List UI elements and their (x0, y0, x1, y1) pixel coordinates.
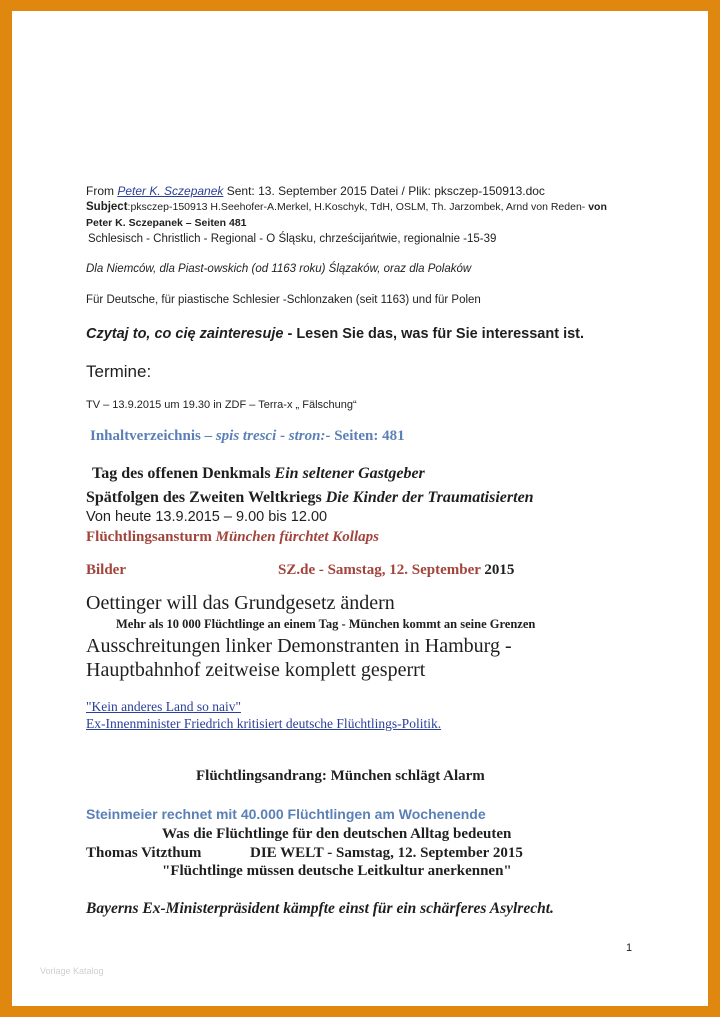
alltag-line: Was die Flüchtlinge für den deutschen Alltag bedeuten (162, 826, 512, 842)
naiv-link[interactable]: "Kein anderes Land so naiv" (86, 699, 241, 714)
article-denkmal: Tag des offenen Denkmals Ein seltener Gastgeber (92, 465, 425, 482)
article-spaetfolgen: Spätfolgen des Zweiten Weltkriegs Die Kinder der Traumatisierten (86, 489, 534, 506)
welt-source: DIE WELT - Samstag, 12. September 2015 (250, 845, 523, 861)
german-intro: Für Deutsche, für piastische Schlesier -Schlonzaken (seit 1163) und für Polen (86, 294, 481, 306)
polish-intro: Dla Niemców, dla Piast-owskich (od 1163 roku) Ślązaków, oraz dla Polaków (86, 263, 472, 275)
tv-line: TV – 13.9.2015 um 19.30 in ZDF – Terra-x „ Fälschung“ (86, 399, 357, 411)
bayern-line: Bayerns Ex-Ministerpräsident kämpfte einst für ein schärferes Asylrecht. (86, 900, 554, 917)
bilder-label: Bilder (86, 562, 126, 578)
toc-line: Inhaltverzeichnis – spis tresci - stron:- Seiten: 481 (90, 428, 405, 444)
page-number: 1 (626, 942, 633, 954)
leitkultur-headline: "Flüchtlinge müssen deutsche Leitkultur anerkennen" (162, 863, 512, 879)
regional-line: Schlesisch - Christlich - Regional - O Śląsku, chrześcijańtwie, regionalnie -15-39 (88, 233, 497, 245)
document-page (12, 11, 708, 1006)
oettinger-headline: Oettinger will das Grundgesetz ändern (86, 592, 395, 614)
read-line: Czytaj to, co cię zainteresuje - Lesen Sie das, was für Sie interessant ist. (86, 326, 585, 342)
friedrich-link[interactable]: Ex-Innenminister Friedrich kritisiert deutsche Flüchtlings-Politik. (86, 716, 442, 731)
author-name: Thomas Vitzthum (86, 845, 202, 861)
steinmeier-headline: Steinmeier rechnet mit 40.000 Flüchtlingen am Wochenende (86, 806, 486, 822)
article-fluechtlingsansturm: Flüchtlingsansturm München fürchtet Kollaps (86, 529, 379, 545)
ausschreitungen-headline-2: Hauptbahnhof zeitweise komplett gesperrt (86, 659, 426, 681)
ausschreitungen-headline-1: Ausschreitungen linker Demonstranten in Hamburg - (86, 635, 512, 657)
subject-author-line: Peter K. Sczepanek – Seiten 481 (86, 217, 247, 229)
from-line: From Peter K. Sczepanek Sent: 13. September 2015 Datei / Plik: pksczep-150913.doc (86, 184, 545, 198)
andrang-headline: Flüchtlingsandrang: München schlägt Alarm (196, 768, 485, 784)
watermark: Vorlage Katalog (40, 966, 104, 976)
article-time: Von heute 13.9.2015 – 9.00 bis 12.00 (86, 509, 328, 525)
sz-source: SZ.de - Samstag, 12. September 2015 (278, 562, 515, 578)
sender-link[interactable]: Peter K. Sczepanek (117, 184, 224, 198)
termine-heading: Termine: (86, 362, 152, 381)
subject-line: Subject:pksczep-150913 H.Seehofer-A.Merkel, H.Koschyk, TdH, OSLM, Th. Jarzombek, Arnd von Reden- von (86, 201, 607, 213)
mehr-subline: Mehr als 10 000 Flüchtlinge an einem Tag - München kommt an seine Grenzen (116, 617, 536, 631)
